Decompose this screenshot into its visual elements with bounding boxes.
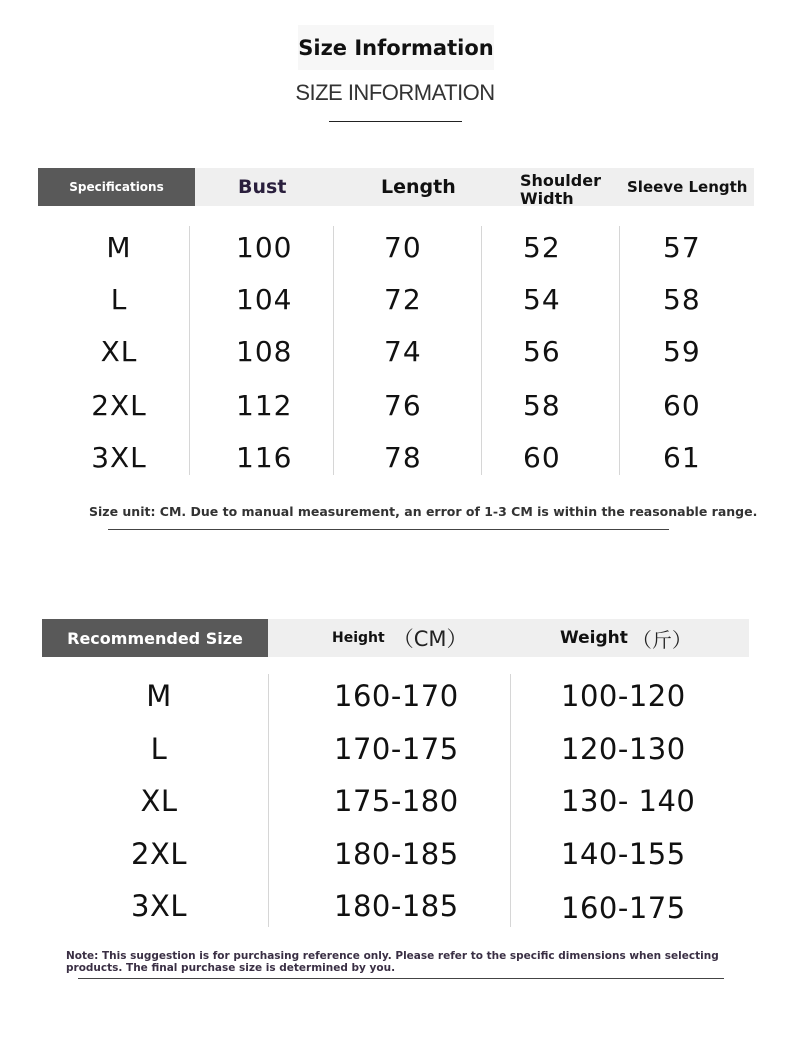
- column-divider: [333, 226, 334, 475]
- sleeve-cell: 59: [663, 335, 701, 368]
- size-cell: M: [106, 231, 132, 264]
- recommend-size-cell: M: [146, 679, 172, 713]
- length-cell: 72: [384, 283, 422, 316]
- column-divider: [481, 226, 482, 475]
- weight-label: Weight: [560, 628, 628, 648]
- recommend-size-cell: 3XL: [131, 889, 187, 923]
- weight-unit: （斤）: [631, 627, 692, 652]
- recommend-table-header-weight: [560, 624, 692, 652]
- recommend-size-cell: XL: [140, 784, 178, 818]
- bust-cell: 108: [236, 335, 293, 368]
- shoulder-cell: 54: [523, 283, 561, 316]
- size-table-header-shoulder-width: Shoulder Width: [520, 171, 601, 208]
- sleeve-cell: 58: [663, 283, 701, 316]
- recommend-size-cell: 2XL: [131, 837, 187, 871]
- column-divider: [268, 674, 269, 927]
- sleeve-cell: 61: [663, 441, 701, 474]
- size-cell: 2XL: [91, 389, 147, 422]
- size-cell: L: [110, 283, 128, 316]
- weight-range-cell: 120-130: [561, 732, 686, 766]
- note-divider: [108, 529, 669, 530]
- column-divider: [189, 226, 190, 475]
- bust-cell: 104: [236, 283, 293, 316]
- height-range-cell: 180-185: [334, 889, 459, 923]
- bust-cell: 100: [236, 231, 293, 264]
- shoulder-cell: 56: [523, 335, 561, 368]
- bust-cell: 112: [236, 389, 293, 422]
- recommend-table-header-height: [332, 624, 468, 652]
- height-label: Height: [332, 630, 385, 646]
- height-range-cell: 180-185: [334, 837, 459, 871]
- recommend-size-cell: L: [150, 732, 168, 766]
- sleeve-cell: 57: [663, 231, 701, 264]
- shoulder-cell: 60: [523, 441, 561, 474]
- note-divider: [78, 978, 724, 979]
- length-cell: 76: [384, 389, 422, 422]
- recommend-table-header-size: Recommended Size: [42, 619, 268, 657]
- size-table-header-length: Length: [381, 176, 456, 198]
- column-divider: [619, 226, 620, 475]
- height-range-cell: 175-180: [334, 784, 459, 818]
- length-cell: 70: [384, 231, 422, 264]
- length-cell: 78: [384, 441, 422, 474]
- weight-range-cell: 130- 140: [561, 784, 696, 818]
- size-cell: XL: [100, 335, 138, 368]
- size-table-header-bust: Bust: [238, 176, 287, 198]
- height-range-cell: 160-170: [334, 679, 459, 713]
- column-divider: [510, 674, 511, 927]
- height-range-cell: 170-175: [334, 732, 459, 766]
- page-subtitle: SIZE INFORMATION: [295, 80, 495, 105]
- length-cell: 74: [384, 335, 422, 368]
- size-unit-note: Size unit: CM. Due to manual measurement, an error of 1-3 CM is within the reasonable range.: [89, 504, 758, 519]
- sleeve-cell: 60: [663, 389, 701, 422]
- shoulder-cell: 58: [523, 389, 561, 422]
- purchase-reference-note: Note: This suggestion is for purchasing reference only. Please refer to the specific dimensions when selecting products. The final purchase size is determined by you.: [66, 950, 719, 974]
- weight-range-cell: 100-120: [561, 679, 686, 713]
- shoulder-cell: 52: [523, 231, 561, 264]
- height-unit: （CM）: [392, 627, 468, 651]
- page-title: Size Information: [298, 25, 494, 70]
- title-divider: [329, 121, 462, 122]
- weight-range-cell: 140-155: [561, 837, 686, 871]
- weight-range-cell: 160-175: [561, 891, 686, 925]
- bust-cell: 116: [236, 441, 293, 474]
- size-cell: 3XL: [91, 441, 147, 474]
- size-table-header-sleeve-length: Sleeve Length: [627, 178, 748, 196]
- size-table-header-specifications: Specifications: [38, 168, 195, 206]
